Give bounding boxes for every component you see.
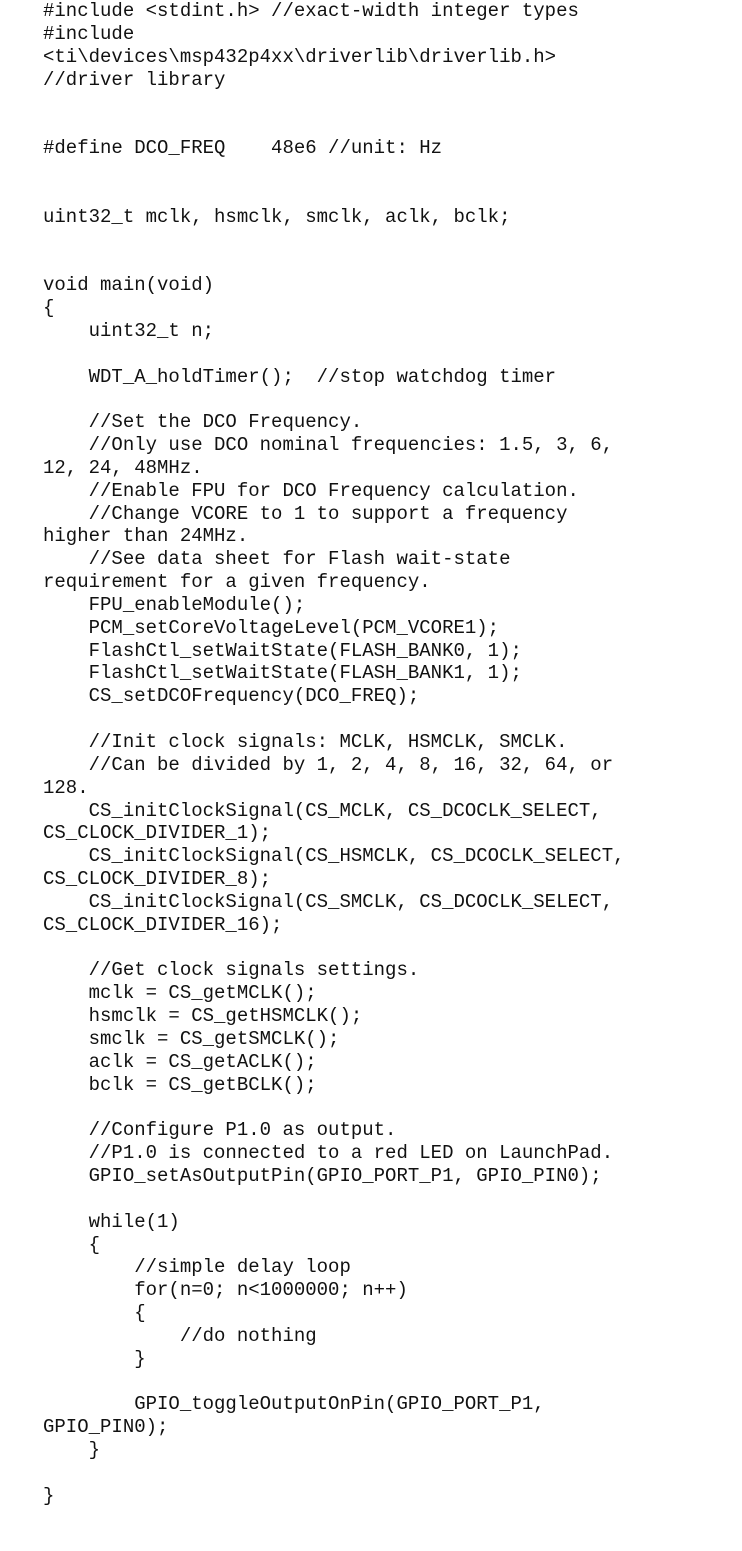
code-line: //Only use DCO nominal frequencies: 1.5, 3, 6, — [43, 434, 614, 457]
code-line: CS_CLOCK_DIVIDER_16); — [43, 913, 283, 936]
code-line: for(n=0; n<1000000; n++) — [43, 1279, 408, 1302]
code-line: mclk = CS_getMCLK(); — [43, 982, 317, 1005]
code-line: #define DCO_FREQ 48e6 //unit: Hz — [43, 137, 443, 160]
code-line: } — [43, 1484, 55, 1507]
code-line: void main(void) — [43, 274, 215, 297]
code-line: GPIO_toggleOutputOnPin(GPIO_PORT_P1, — [43, 1393, 545, 1416]
code-line: #include — [43, 22, 135, 45]
code-line: { — [43, 1233, 101, 1256]
code-line: uint32_t mclk, hsmclk, smclk, aclk, bclk; — [43, 205, 511, 228]
code-line: { — [43, 296, 55, 319]
code-line: //Enable FPU for DCO Frequency calculation. — [43, 479, 579, 502]
code-line: bclk = CS_getBCLK(); — [43, 1073, 317, 1096]
code-line — [43, 114, 738, 137]
code-line: GPIO_PIN0); — [43, 1416, 169, 1439]
code-line: #include <stdint.h> //exact-width integer types — [43, 0, 579, 22]
code-line: CS_CLOCK_DIVIDER_8); — [43, 868, 272, 891]
code-line — [43, 1097, 738, 1120]
code-line: CS_setDCOFrequency(DCO_FREQ); — [43, 685, 420, 708]
code-line: //Can be divided by 1, 2, 4, 8, 16, 32, 64, or — [43, 753, 614, 776]
code-line: WDT_A_holdTimer(); //stop watchdog timer — [43, 365, 557, 388]
code-line — [43, 160, 738, 183]
code-line: aclk = CS_getACLK(); — [43, 1050, 317, 1073]
code-line: } — [43, 1439, 101, 1462]
code-line: //Configure P1.0 as output. — [43, 1119, 397, 1142]
code-line: //See data sheet for Flash wait-state — [43, 548, 511, 571]
code-line — [43, 937, 738, 960]
code-line: FPU_enableModule(); — [43, 593, 306, 616]
code-line — [43, 91, 738, 114]
code-line — [43, 388, 738, 411]
code-line: 128. — [43, 776, 89, 799]
code-line: //do nothing — [43, 1324, 317, 1347]
code-line: GPIO_setAsOutputPin(GPIO_PORT_P1, GPIO_PIN0); — [43, 1165, 602, 1188]
code-line: //Get clock signals settings. — [43, 959, 420, 982]
code-line: } — [43, 1347, 146, 1370]
code-line: //driver library — [43, 68, 226, 91]
code-line: smclk = CS_getSMCLK(); — [43, 1027, 340, 1050]
code-line — [43, 183, 738, 206]
code-line: { — [43, 1302, 146, 1325]
code-line — [43, 228, 738, 251]
code-line: //Init clock signals: MCLK, HSMCLK, SMCLK. — [43, 731, 568, 753]
code-line: hsmclk = CS_getHSMCLK(); — [43, 1005, 363, 1028]
code-line — [43, 1371, 738, 1394]
code-line: CS_initClockSignal(CS_MCLK, CS_DCOCLK_SELECT, — [43, 799, 602, 822]
code-line: FlashCtl_setWaitState(FLASH_BANK1, 1); — [43, 662, 522, 685]
code-line: CS_initClockSignal(CS_HSMCLK, CS_DCOCLK_SELECT, — [43, 845, 625, 868]
code-line: CS_initClockSignal(CS_SMCLK, CS_DCOCLK_SELECT, — [43, 890, 614, 913]
code-line: //P1.0 is connected to a red LED on LaunchPad. — [43, 1142, 614, 1165]
code-line: higher than 24MHz. — [43, 525, 249, 548]
code-line: while(1) — [43, 1210, 180, 1233]
code-line: FlashCtl_setWaitState(FLASH_BANK0, 1); — [43, 639, 522, 662]
code-line: <ti\devices\msp432p4xx\driverlib\driverlib.h> — [43, 45, 557, 68]
code-line — [43, 1188, 738, 1211]
code-line: //Set the DCO Frequency. — [43, 411, 363, 434]
code-line — [43, 708, 738, 731]
source-code-document — [43, 0, 738, 1508]
code-line — [43, 343, 738, 366]
code-line — [43, 251, 738, 274]
code-line — [43, 1462, 738, 1485]
code-line: //Change VCORE to 1 to support a frequency — [43, 502, 568, 525]
code-line: CS_CLOCK_DIVIDER_1); — [43, 822, 272, 845]
code-line: //simple delay loop — [43, 1256, 351, 1279]
code-line: uint32_t n; — [43, 319, 215, 342]
code-line: requirement for a given frequency. — [43, 571, 431, 594]
code-line: PCM_setCoreVoltageLevel(PCM_VCORE1); — [43, 616, 500, 639]
code-line: 12, 24, 48MHz. — [43, 456, 203, 479]
